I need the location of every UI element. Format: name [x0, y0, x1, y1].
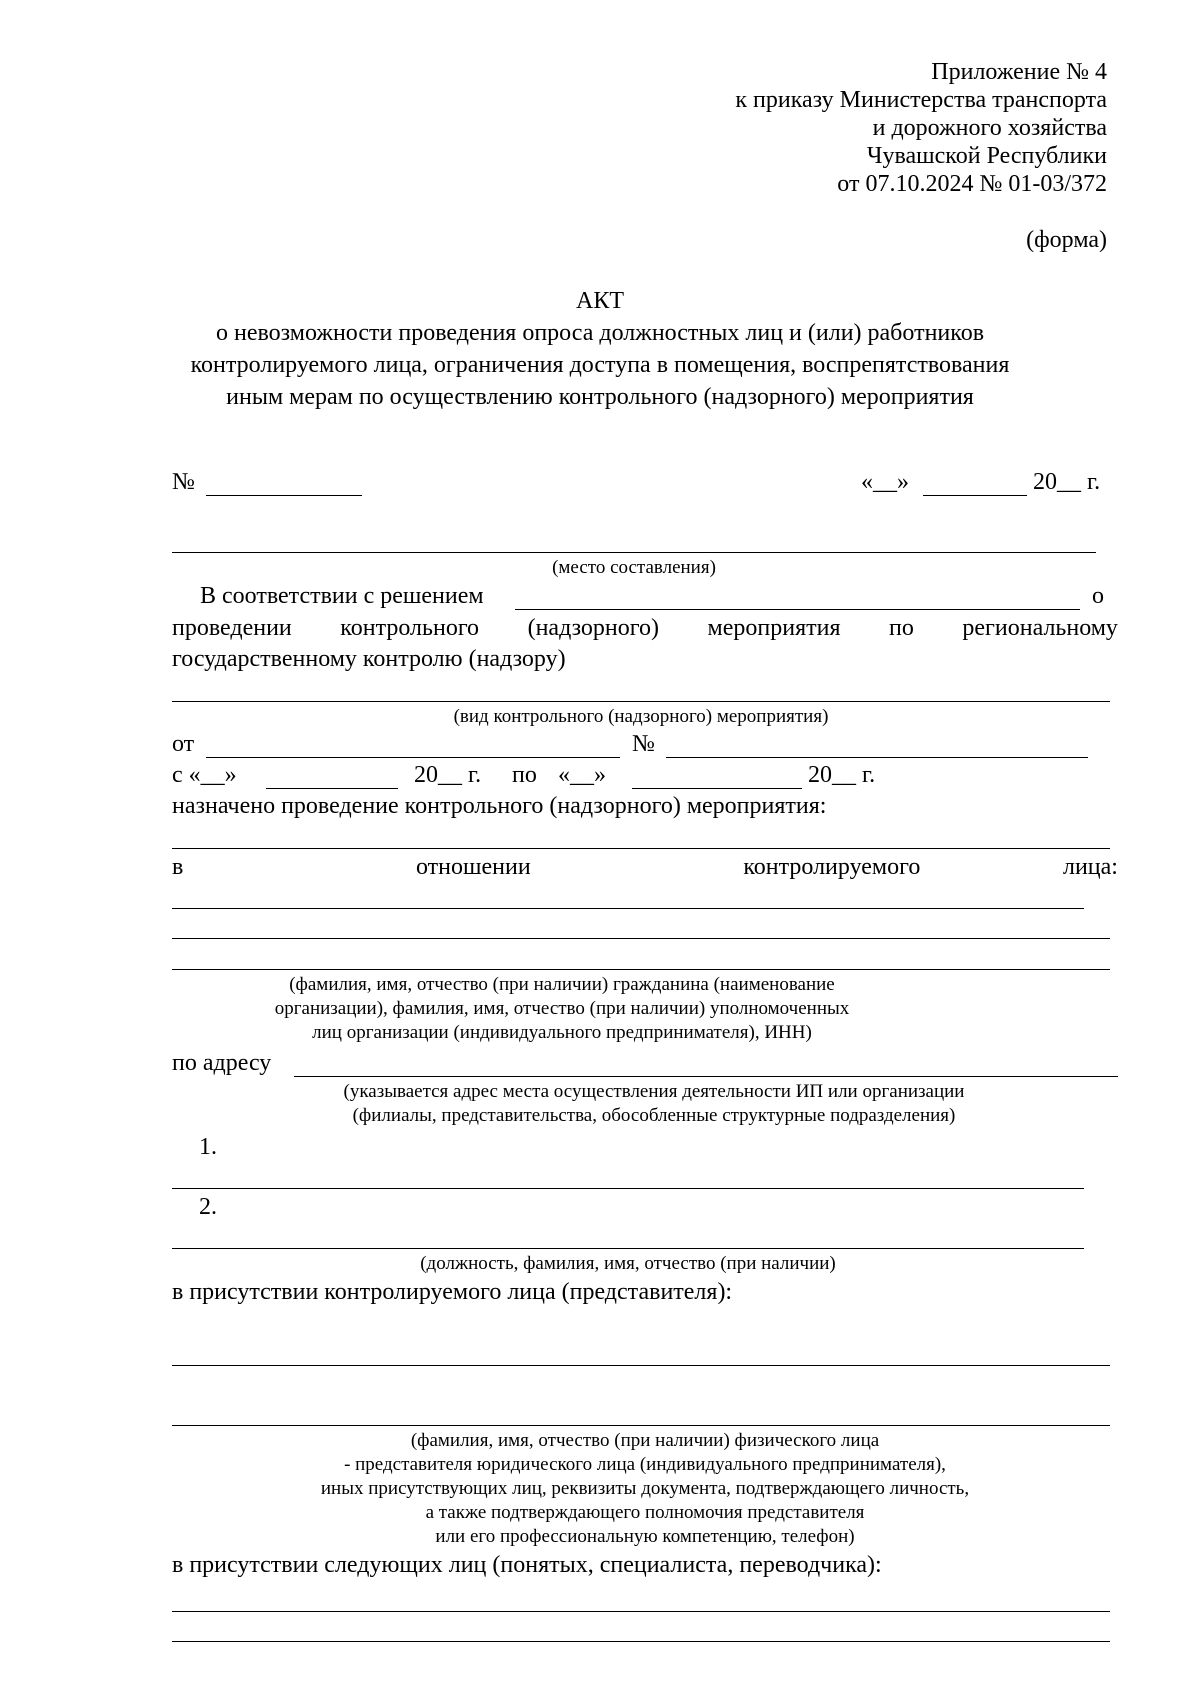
person-caption-line: организации), фамилия, имя, отчество (при наличии) уполномоченных — [274, 998, 850, 1019]
decision-lead: В соответствии с решением — [200, 583, 484, 609]
period-end-day: «__» — [558, 762, 606, 788]
position-caption: (должность, фамилия, имя, отчество (при наличии) — [420, 1253, 836, 1274]
place-caption: (место составления) — [552, 557, 716, 578]
others-field-2[interactable] — [172, 1641, 1110, 1642]
decision-word: проведении — [172, 615, 292, 641]
period-end-month-field[interactable] — [632, 788, 802, 789]
presence-others-text: в присутствии следующих лиц (понятых, специалиста, переводчика): — [172, 1552, 882, 1578]
representative-caption — [172, 1429, 1118, 1549]
list-item-2: 2. — [199, 1194, 217, 1220]
representative-caption-line: - представителя юридического лица (индивидуального предпринимателя), — [344, 1454, 946, 1475]
appendix-line: Приложение № 4 — [931, 59, 1107, 85]
place-field[interactable] — [172, 552, 1096, 553]
regarding-word: контролируемого — [743, 854, 921, 880]
event-kind-field[interactable] — [172, 701, 1110, 702]
title-line: иным мерам по осуществлению контрольного (надзорного) мероприятия — [226, 384, 974, 410]
assigned-text: назначено проведение контрольного (надзорного) мероприятия: — [172, 793, 827, 819]
date-day: «__» — [861, 469, 909, 495]
decision-word: мероприятия — [707, 615, 841, 641]
appendix-header — [735, 58, 1107, 198]
event-kind-caption: (вид контрольного (надзорного) мероприятия) — [453, 706, 829, 727]
regarding-line — [172, 853, 1118, 881]
act-number-label: № — [172, 469, 195, 495]
presence-text: в присутствии контролируемого лица (представителя): — [172, 1279, 733, 1305]
regarding-word: отношении — [415, 854, 531, 880]
others-field-1[interactable] — [172, 1611, 1110, 1612]
period-end-year: 20__ г. — [808, 762, 876, 788]
title-main: АКТ — [576, 288, 624, 314]
period-po: по — [512, 762, 537, 788]
from-label: от — [172, 731, 195, 757]
controlled-person-field-1[interactable] — [172, 908, 1084, 909]
address-caption — [282, 1080, 1026, 1128]
appendix-line: и дорожного хозяйства — [872, 115, 1107, 141]
title-line: контролируемого лица, ограничения доступа в помещения, воспрепятствования — [190, 352, 1010, 378]
list-item-1: 1. — [199, 1134, 217, 1160]
decision-tail: о — [1092, 583, 1104, 609]
representative-caption-line: (фамилия, имя, отчество (при наличии) физического лица — [410, 1430, 880, 1451]
form-label: (форма) — [1026, 227, 1107, 253]
event-field[interactable] — [172, 848, 1110, 849]
period-start-month-field[interactable] — [266, 788, 398, 789]
decision-line-3: государственному контролю (надзору) — [172, 646, 566, 672]
list-item-1-field[interactable] — [172, 1188, 1084, 1189]
person-caption-line: (фамилия, имя, отчество (при наличии) гражданина (наименование — [289, 974, 835, 995]
controlled-person-field-3[interactable] — [172, 969, 1110, 970]
decision-line-2 — [172, 614, 1118, 642]
appendix-line: Чувашской Республики — [866, 143, 1107, 169]
person-caption — [172, 973, 952, 1045]
decision-word: региональному — [962, 615, 1118, 641]
decision-word: контрольного — [340, 615, 480, 641]
address-label: по адресу — [172, 1050, 272, 1076]
from-date-field[interactable] — [206, 757, 620, 758]
appendix-line: от 07.10.2024 № 01-03/372 — [837, 171, 1107, 197]
representative-field-2[interactable] — [172, 1425, 1110, 1426]
regarding-word: в — [172, 854, 184, 880]
list-item-2-field[interactable] — [172, 1248, 1084, 1249]
decision-word: по — [889, 615, 914, 641]
date-month-field[interactable] — [923, 495, 1027, 496]
decision-word: (надзорного) — [527, 615, 660, 641]
representative-caption-line: а также подтверждающего полномочия представителя — [425, 1502, 865, 1523]
address-caption-line: (филиалы, представительства, обособленные структурные подразделения) — [352, 1105, 956, 1126]
representative-caption-line: иных присутствующих лиц, реквизиты документа, подтверждающего личность, — [320, 1478, 970, 1499]
person-caption-line: лиц организации (индивидуального предпринимателя), ИНН) — [312, 1022, 812, 1043]
regarding-word: лица: — [1062, 854, 1118, 880]
from-number-field[interactable] — [666, 757, 1088, 758]
address-field[interactable] — [294, 1076, 1118, 1077]
from-number-label: № — [632, 731, 655, 757]
date-year: 20__ г. — [1033, 469, 1101, 495]
period-start: с «__» — [172, 762, 237, 788]
period-start-year: 20__ г. — [414, 762, 482, 788]
controlled-person-field-2[interactable] — [172, 938, 1110, 939]
act-number-field[interactable] — [206, 495, 362, 496]
address-caption-line: (указывается адрес места осуществления деятельности ИП или организации — [343, 1081, 965, 1102]
document-title — [0, 287, 1200, 411]
appendix-line: к приказу Министерства транспорта — [735, 87, 1107, 113]
representative-caption-line: или его профессиональную компетенцию, телефон) — [435, 1526, 855, 1547]
title-line: о невозможности проведения опроса должностных лиц и (или) работников — [215, 320, 985, 346]
decision-field[interactable] — [515, 609, 1080, 610]
representative-field-1[interactable] — [172, 1365, 1110, 1366]
